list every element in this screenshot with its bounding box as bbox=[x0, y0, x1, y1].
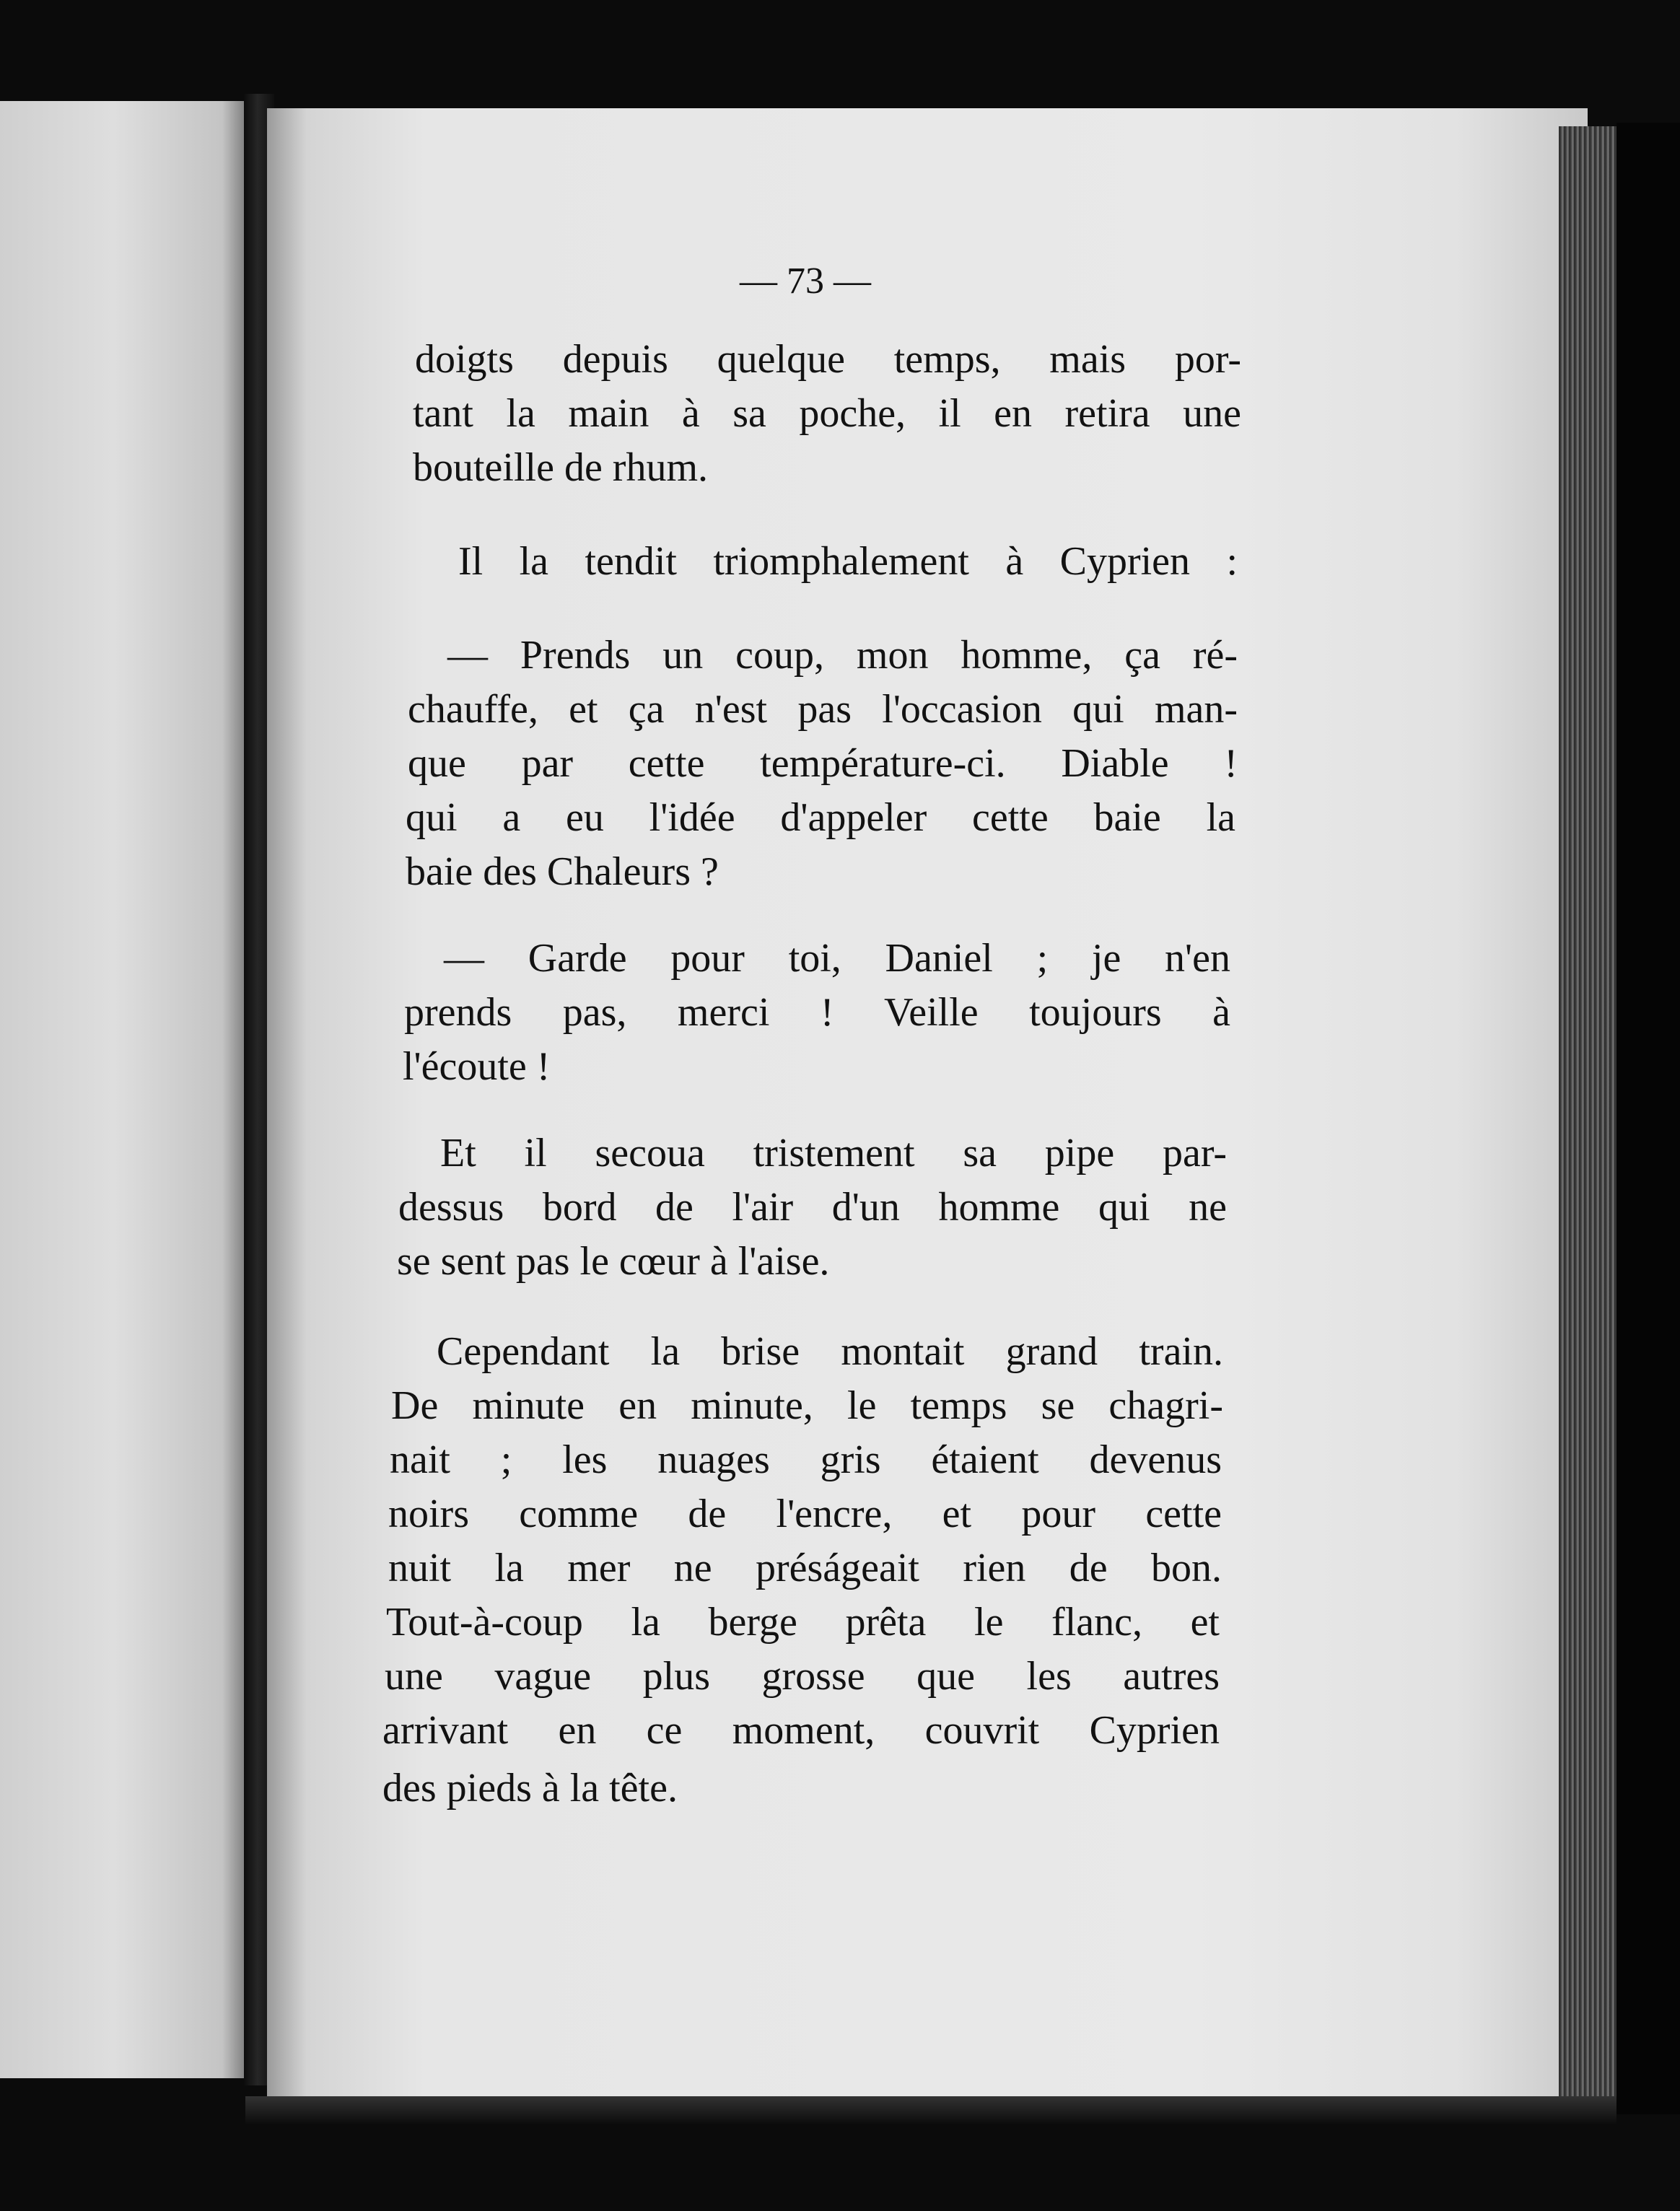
text-line: nuit la mer ne préságeait rien de bon. bbox=[388, 1546, 1222, 1590]
text-line: arrivant en ce moment, couvrit Cyprien bbox=[382, 1708, 1220, 1753]
text-line: se sent pas le cœur à l'aise. bbox=[397, 1239, 830, 1284]
text-line: Il la tendit triomphalement à Cyprien : bbox=[458, 539, 1238, 584]
text-line: bouteille de rhum. bbox=[413, 445, 709, 490]
text-line: — Garde pour toi, Daniel ; je n'en bbox=[444, 936, 1230, 981]
text-line: De minute en minute, le temps se chagri- bbox=[391, 1383, 1223, 1428]
text-line: prends pas, merci ! Veille toujours à bbox=[404, 990, 1230, 1035]
text-line: baie des Chaleurs ? bbox=[406, 849, 719, 894]
page-number: — 73 — bbox=[740, 260, 871, 302]
bottom-shadow bbox=[245, 2096, 1616, 2125]
left-page bbox=[0, 101, 253, 2078]
text-line: Cependant la brise montait grand train. bbox=[437, 1329, 1223, 1374]
text-line: — Prends un coup, mon homme, ça ré- bbox=[447, 633, 1238, 678]
text-line: noirs comme de l'encre, et pour cette bbox=[388, 1492, 1222, 1536]
text-line: une vague plus grosse que les autres bbox=[385, 1654, 1220, 1699]
text-line: dessus bord de l'air d'un homme qui ne bbox=[398, 1185, 1227, 1230]
edge-shadow bbox=[1616, 123, 1680, 2114]
page-edges bbox=[1559, 126, 1618, 2096]
text-line: tant la main à sa poche, il en retira une bbox=[413, 391, 1241, 436]
text-line: des pieds à la tête. bbox=[382, 1766, 678, 1811]
text-line: chauffe, et ça n'est pas l'occasion qui man- bbox=[408, 687, 1238, 732]
text-line: nait ; les nuages gris étaient devenus bbox=[390, 1437, 1222, 1482]
text-line: qui a eu l'idée d'appeler cette baie la bbox=[406, 795, 1235, 840]
text-line: Et il secoua tristement sa pipe par- bbox=[440, 1131, 1227, 1175]
text-line: que par cette température-ci. Diable ! bbox=[408, 741, 1238, 786]
text-line: Tout-à-coup la berge prêta le flanc, et bbox=[386, 1600, 1220, 1645]
text-line: l'écoute ! bbox=[403, 1044, 551, 1089]
text-line: doigts depuis quelque temps, mais por- bbox=[415, 337, 1241, 382]
